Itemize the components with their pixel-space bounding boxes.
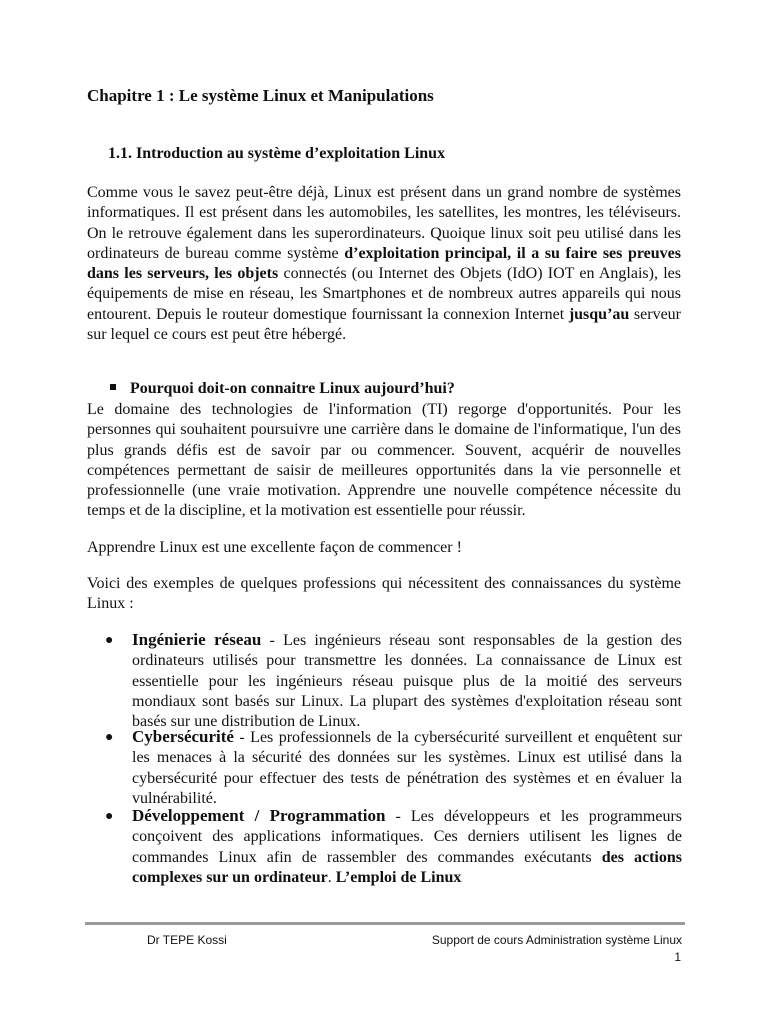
why-heading [110, 380, 455, 398]
intro-text-3: serveur sur lequel ce cours est peut être hébergé. [87, 305, 681, 344]
list-item-bold: des actions complexes sur un ordinateur [132, 848, 682, 886]
page-number: 1 [674, 950, 681, 964]
list-item-bold-2: L’emploi de Linux [335, 868, 462, 886]
list-item-term: Cybersécurité [132, 727, 234, 746]
footer-divider [85, 922, 685, 925]
list-item-body: - Les ingénieurs réseau sont responsables de la gestion des ordinateurs utilisés pour transmettre les données. La connaissance de Linux est essentielle pour les ingénieurs réseau puisque plus de la moitié des serveurs mondiaux sont basés sur Linux. La plupart des systèmes d'exploitation réseau sont basés sur une distribution de Linux. [132, 632, 683, 731]
intro-bold-2: jusqu’au [568, 305, 630, 323]
square-bullet-icon [110, 384, 116, 390]
why-heading-text-2: aujourd’hui? [364, 380, 455, 397]
bullet-dot-icon: ● [105, 809, 114, 824]
list-item [105, 806, 682, 888]
list-item-term: Ingénierie réseau [132, 630, 262, 649]
intro-text-1: Comme vous le savez peut-être déjà, Linux est présent dans un grand nombre de systèmes informatiques. Il est présent dans les automobiles, les satellites, les montres, les téléviseurs. On le retrouve également dans les superordinateurs. Quoique linux soit peu utilisé dans les ordinateurs de bureau comme système [87, 184, 681, 262]
chapter-title: Chapitre 1 : Le système Linux et Manipulations [87, 86, 434, 105]
intro-paragraph [87, 183, 681, 345]
list-item-body: - Les professionnels de la cybersécurité surveillent et enquêtent sur les menaces à la sécurité des données sur les systèmes. Linux est utilisé dans la cybersécurité pour effectuer des tests de pénétration des systèmes et en évaluer la vulnérabilité. [132, 729, 682, 807]
intro-bold-1: d’exploitation principal, il a su faire ses preuves dans les serveurs, les objets [87, 244, 682, 283]
footer-course-title: Support de cours Administration système Linux [431, 933, 682, 947]
list-item [105, 727, 682, 809]
bullet-dot-icon: ● [105, 730, 114, 745]
list-item-text [132, 727, 682, 809]
why-paragraph: Le domaine des technologies de l'information (TI) regorge d'opportunités. Pour les personnes qui souhaitent poursuivre une carrière dans le domaine de l'informatique, l'un des plus grands défis est de savoir par ou commencer. Souvent, acquérir de nouvelles compétences permettant de saisir de meilleures opportunités dans la vie personnelle et professionnelle (une vraie motivation. Apprendre une nouvelle compétence nécessite du temps et de la discipline, et la motivation est essentielle pour réussir. [87, 401, 681, 520]
list-item-term: Développement / Programmation [132, 806, 386, 825]
intro-text-2: connectés (ou Internet des Objets (IdO) IOT en Anglais), les équipements de mise en réseau, les Smartphones et de nombreux autres appareils qui nous entourent. Depuis le routeur domestique fournissant la connexion Internet [87, 265, 681, 323]
why-conclusion: Apprendre Linux est une excellente façon de commencer ! [87, 539, 462, 556]
why-heading-text: Pourquoi doit-on connaitre Linux [130, 380, 365, 397]
list-item-text [132, 630, 682, 732]
examples-intro: Voici des exemples de quelques professions qui nécessitent des connaissances du système Linux : [87, 575, 681, 613]
footer-author: Dr TEPE Kossi [147, 933, 227, 947]
section-title: 1.1. Introduction au système d’exploitation Linux [108, 145, 446, 162]
list-item-body: - Les développeurs et les programmeurs conçoivent des applications informatiques. Ces derniers utilisent les lignes de commandes Linux afin de rassembler des commandes exécutants [132, 808, 683, 866]
list-item-text [132, 806, 682, 888]
bullet-dot-icon: ● [105, 633, 114, 648]
list-item-sep: . [327, 868, 336, 886]
list-item [105, 630, 682, 732]
